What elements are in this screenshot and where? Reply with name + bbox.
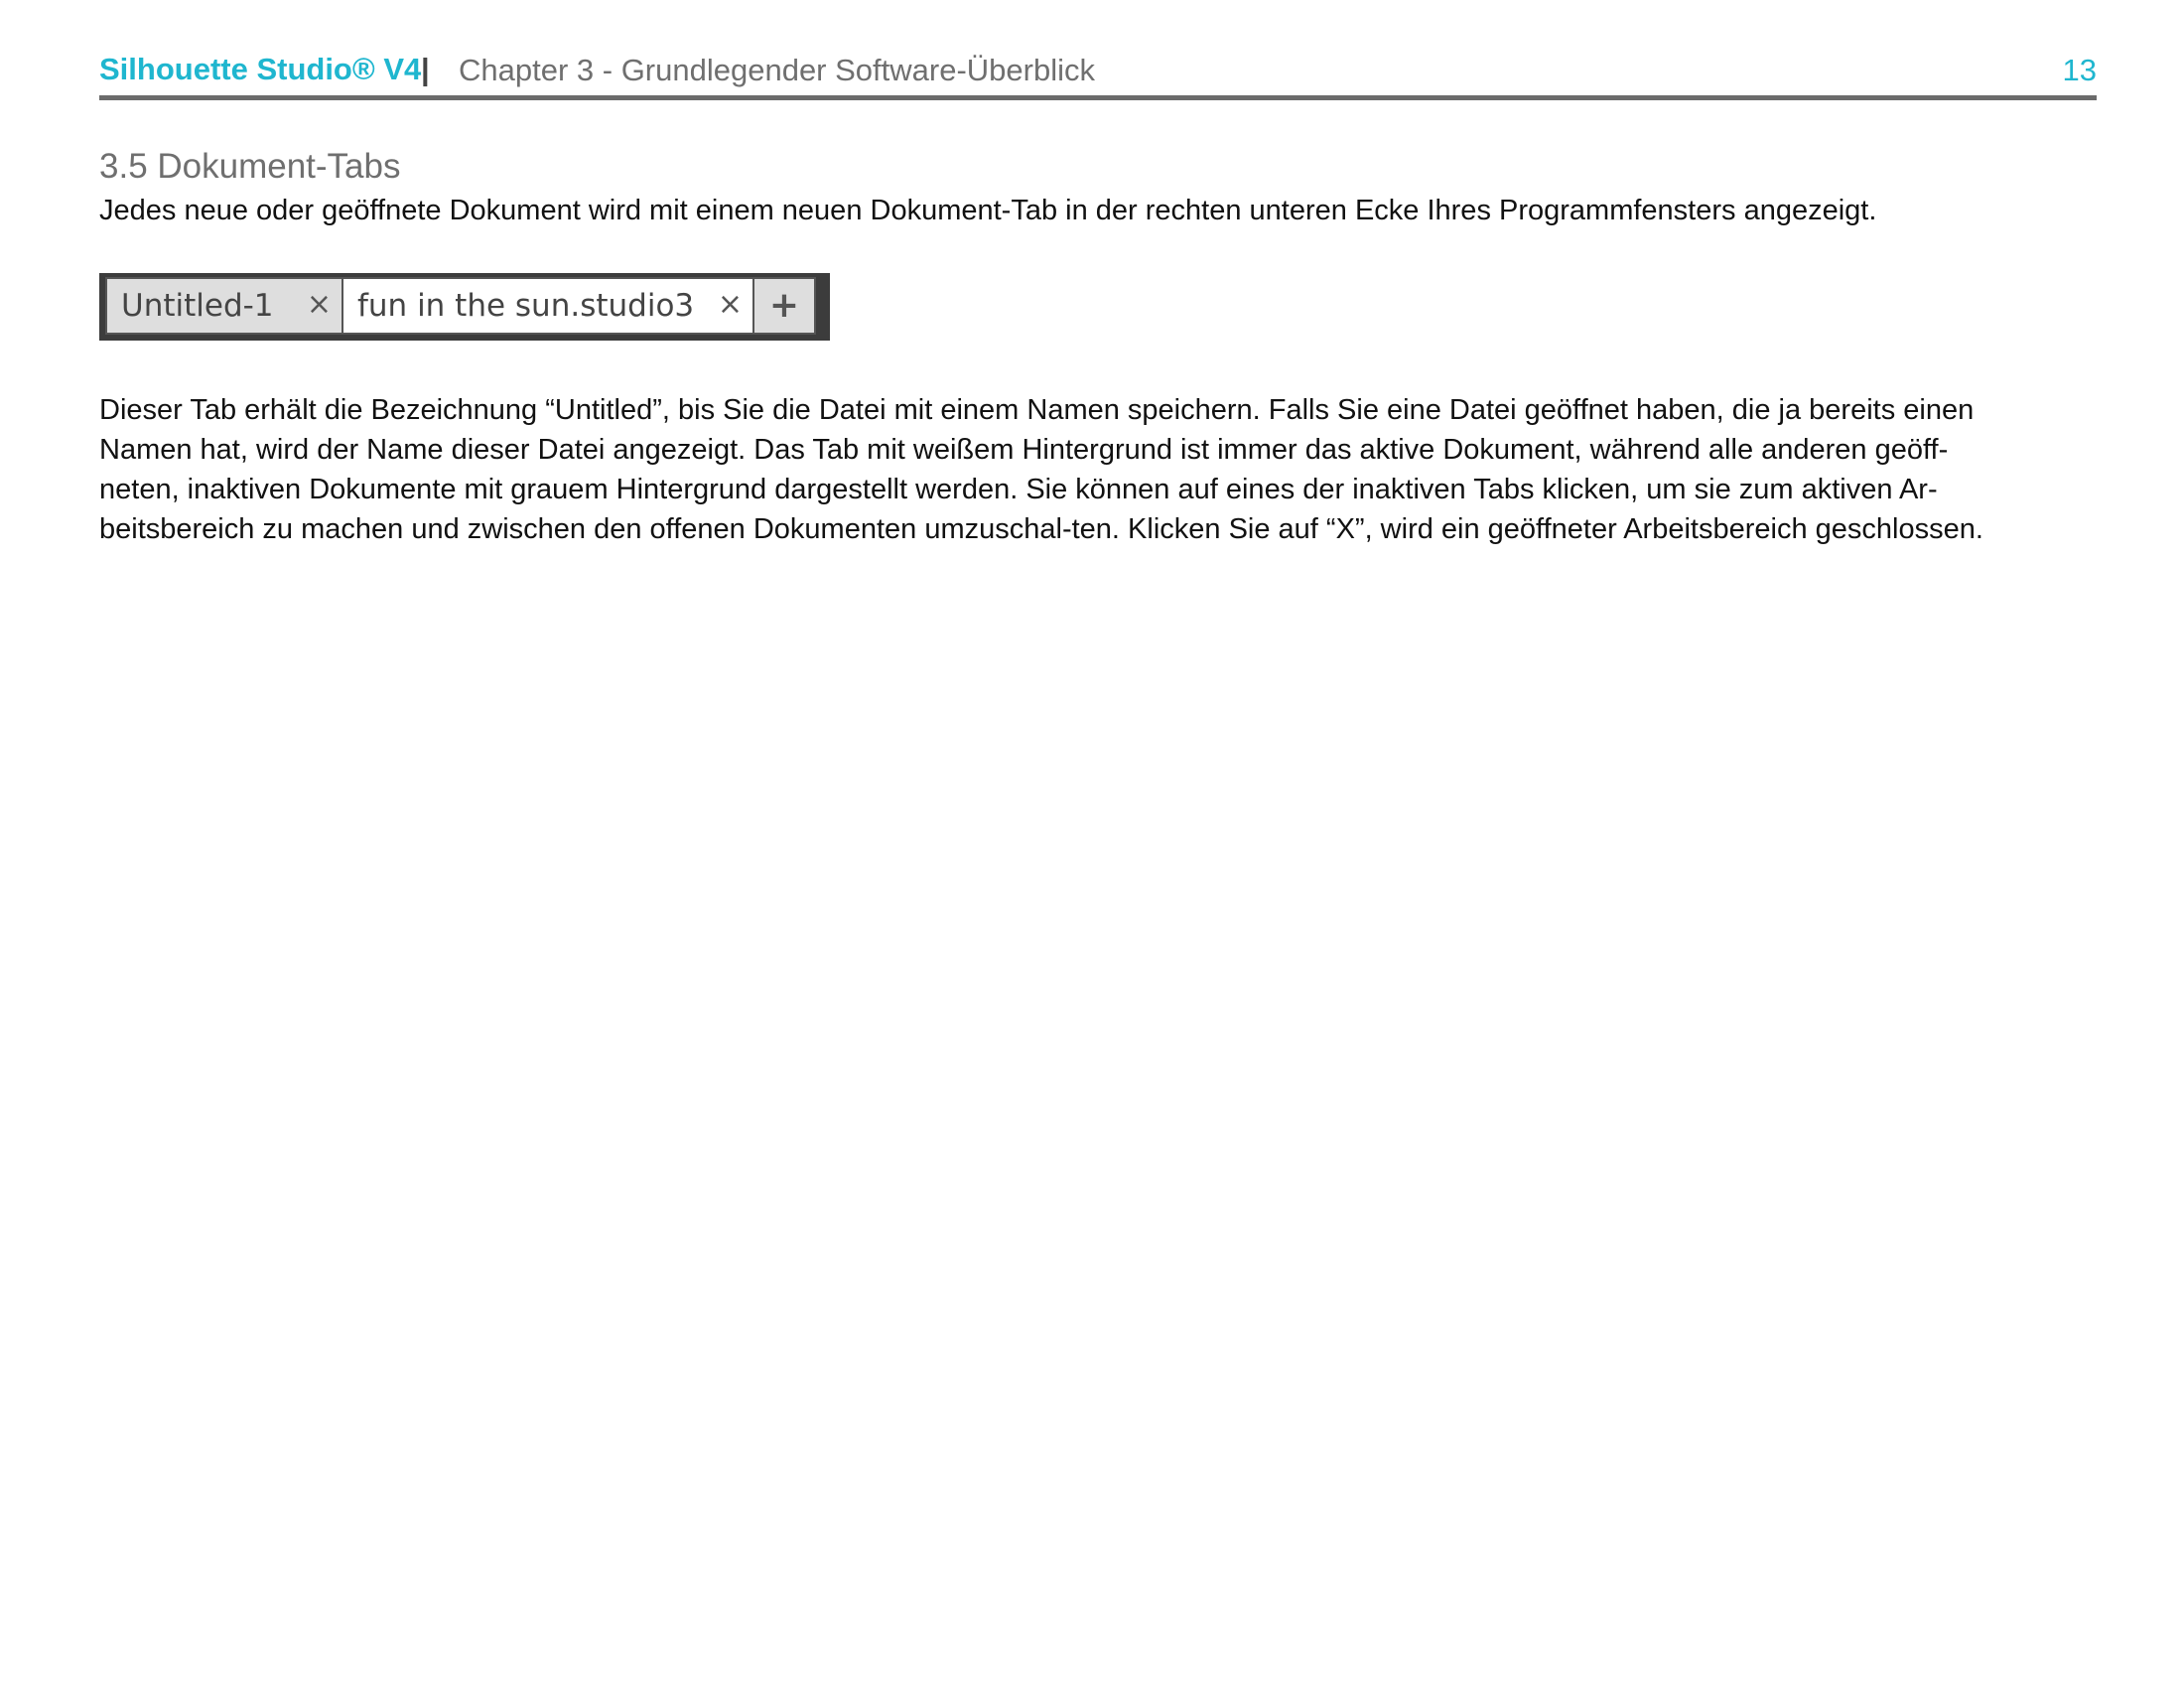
body-line: Namen hat, wird der Name dieser Datei angezeigt. Das Tab mit weißem Hintergrund ist immer das aktive Dokument, während alle anderen geöff-: [99, 434, 1949, 466]
document-tab-bar: [99, 273, 830, 341]
document-tab-fun-in-the-sun[interactable]: [341, 277, 754, 335]
chapter-title: Chapter 3 - Grundlegender Software-Überblick: [459, 53, 1095, 87]
close-icon[interactable]: ×: [306, 287, 332, 322]
intro-paragraph: Jedes neue oder geöffnete Dokument wird mit einem neuen Dokument-Tab in der rechten unteren Ecke Ihres Programmfensters angezeigt.: [99, 195, 1877, 226]
section-title: 3.5 Dokument-Tabs: [99, 147, 401, 186]
tab-label: Untitled-1: [121, 288, 274, 324]
document-tab-untitled[interactable]: [105, 277, 343, 335]
body-line: neten, inaktiven Dokumente mit grauem Hintergrund dargestellt werden. Sie können auf eines der inaktiven Tabs klicken, um sie zum aktiven Ar-: [99, 474, 1938, 505]
body-line: beitsbereich zu machen und zwischen den offenen Dokumenten umzuschal-ten. Klicken Sie auf “X”, wird ein geöffneter Arbeitsbereich geschlossen.: [99, 513, 1983, 545]
header-separator: |: [421, 52, 430, 86]
tab-label: fun in the sun.studio3: [357, 288, 695, 324]
new-tab-button[interactable]: [752, 277, 816, 335]
page-header: [99, 46, 2097, 100]
brand-title: Silhouette Studio® V4: [99, 52, 422, 86]
body-line: Dieser Tab erhält die Bezeichnung “Untitled”, bis Sie die Datei mit einem Namen speichern. Falls Sie eine Datei geöffnet haben, die ja bereits einen: [99, 394, 1975, 426]
close-icon[interactable]: ×: [717, 287, 743, 322]
body-paragraph: [99, 390, 2105, 549]
plus-icon: +: [768, 285, 800, 326]
page-number: 13: [2062, 53, 2097, 87]
